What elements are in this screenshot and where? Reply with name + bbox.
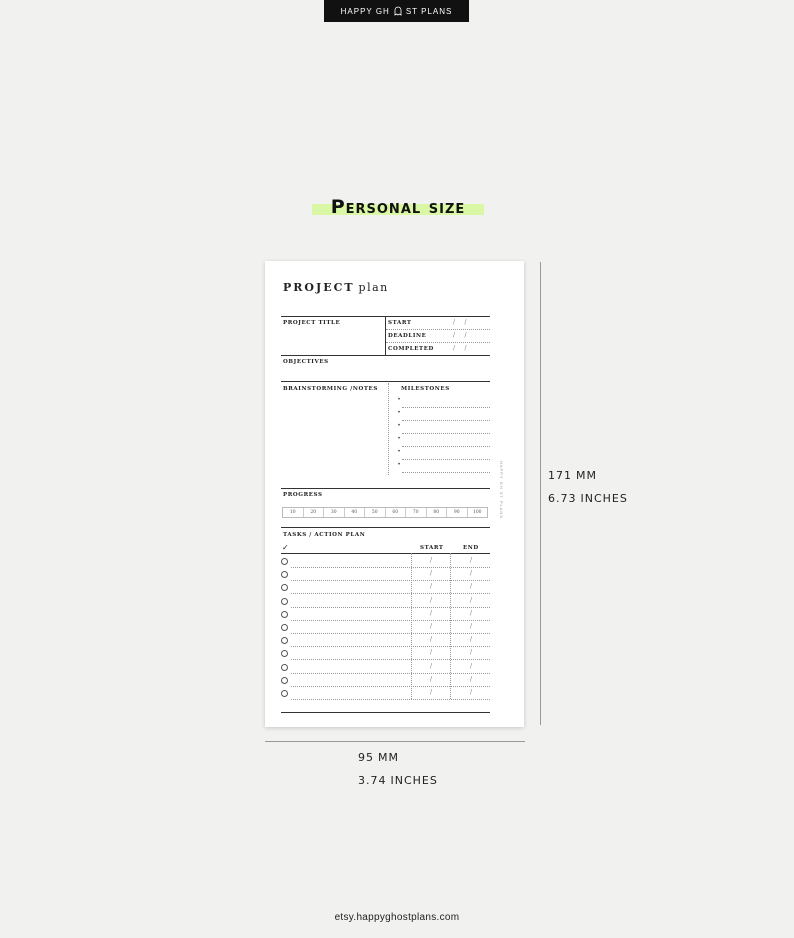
progress-step: 10 [283,508,304,517]
date-slash: / [470,583,473,591]
date-slash: / [430,609,433,617]
task-end-label: END [463,545,479,551]
progress-scale [282,507,488,518]
milestone-line [402,459,490,460]
section-rule [281,381,490,382]
section-rule [281,355,490,356]
task-checkbox-icon [281,571,288,578]
dotted-rule [386,329,490,330]
milestone-bullet: • [398,423,401,429]
logo-text-right: ST PLANS [405,6,453,16]
start-label: START [388,320,412,326]
height-dimension-line [540,262,541,725]
milestone-bullet: • [398,462,401,468]
ghost-icon [393,6,403,16]
task-checkbox-icon [281,690,288,697]
bottom-rule [281,712,490,713]
width-in-value: 3.74 [358,774,387,787]
task-checkbox-icon [281,650,288,657]
width-mm-value: 95 [358,751,374,764]
brand-logo [324,0,469,22]
date-slash: / [430,636,433,644]
title-sub: plan [358,281,389,294]
task-line [291,607,490,608]
task-checkbox-icon [281,637,288,644]
objectives-label: OBJECTIVES [283,359,329,365]
task-line [291,673,490,674]
progress-step: 30 [324,508,345,517]
task-checkbox-icon [281,624,288,631]
date-slash: / [470,675,473,683]
progress-label: PROGRESS [283,492,323,498]
milestone-line [402,407,490,408]
progress-step: 100 [472,510,482,515]
progress-step: 60 [386,508,407,517]
date-slash: / [470,636,473,644]
task-line [291,567,490,568]
date-slash: / [430,689,433,696]
task-checkbox-icon [281,584,288,591]
milestone-line [402,433,490,434]
date-slash: / [470,557,473,564]
task-line [291,646,490,647]
task-checkbox-icon [281,611,288,618]
dotted-rule [386,342,490,343]
height-mm-value: 171 [548,469,572,482]
title-main: PROJECT [283,281,355,294]
date-slash: / [430,557,433,564]
task-checkbox-icon [281,598,288,605]
task-line [291,593,490,594]
task-col-divider [411,553,412,699]
width-dimension-line [265,741,525,742]
planner-title [283,281,389,294]
task-checkbox-icon [281,558,288,565]
width-in-unit: INCHES [390,774,438,787]
date-slash: / [470,649,473,657]
date-slash: / [430,596,433,604]
progress-step: 80 [427,508,448,517]
milestone-line [402,446,490,447]
dotted-divider [388,383,389,475]
milestone-line [402,472,490,473]
task-line [291,620,490,621]
progress-step: 70 [406,508,427,517]
task-checkbox-icon [281,664,288,671]
height-mm [548,469,597,482]
milestone-line [402,420,490,421]
milestone-bullet: • [398,410,401,416]
divider [385,316,386,355]
date-slash: / [470,623,473,630]
date-slash: / [430,583,433,591]
width-mm-unit: MM [378,751,399,764]
planner-page [265,261,524,727]
progress-step: 50 [365,508,386,517]
footer-url[interactable]: etsy.happyghostplans.com [334,912,460,923]
task-line [291,580,490,581]
date-slash: / [430,662,433,670]
width-in [358,774,438,787]
side-brand-text: HAPPY GH ST PLANS [499,461,504,519]
milestone-bullet: • [398,436,401,442]
task-line [291,659,490,660]
height-in-unit: INCHES [580,492,628,505]
task-start-label: START [420,545,444,551]
date-slash: / [430,675,433,683]
task-checkbox-icon [281,677,288,684]
heading-text: Personal size [330,196,466,218]
logo-text-left: HAPPY GH [340,6,390,16]
height-in [548,492,628,505]
progress-step: 40 [345,508,366,517]
date-slash: / / [453,319,467,326]
task-col-divider [450,553,451,699]
date-slash: / / [453,345,467,352]
table-header-rule [281,553,490,554]
date-slash: / [430,623,433,630]
progress-step: 90 [447,508,468,517]
height-mm-unit: MM [576,469,597,482]
brainstorm-label: BRAINSTORMING /NOTES [283,386,378,392]
height-in-value: 6.73 [548,492,577,505]
task-line [291,686,490,687]
date-slash: / [430,649,433,657]
date-slash: / [470,609,473,617]
width-mm [358,751,399,764]
date-slash: / [470,689,473,696]
completed-label: COMPLETED [388,346,434,352]
project-title-label: PROJECT TITLE [283,320,341,326]
date-slash: / [430,570,433,578]
task-line [291,699,490,700]
tasks-label: TASKS / ACTION PLAN [283,532,366,538]
progress-step: 20 [304,508,325,517]
date-slash: / [470,596,473,604]
task-line [291,633,490,634]
section-rule [281,488,490,489]
section-rule [281,527,490,528]
deadline-label: DEADLINE [388,333,427,339]
date-slash: / / [453,332,467,339]
milestone-bullet: • [398,397,401,403]
size-heading [312,196,484,218]
date-slash: / [470,570,473,578]
milestone-bullet: • [398,449,401,455]
check-icon: ✓ [282,543,289,552]
date-slash: / [470,662,473,670]
milestones-label: MILESTONES [401,386,450,392]
